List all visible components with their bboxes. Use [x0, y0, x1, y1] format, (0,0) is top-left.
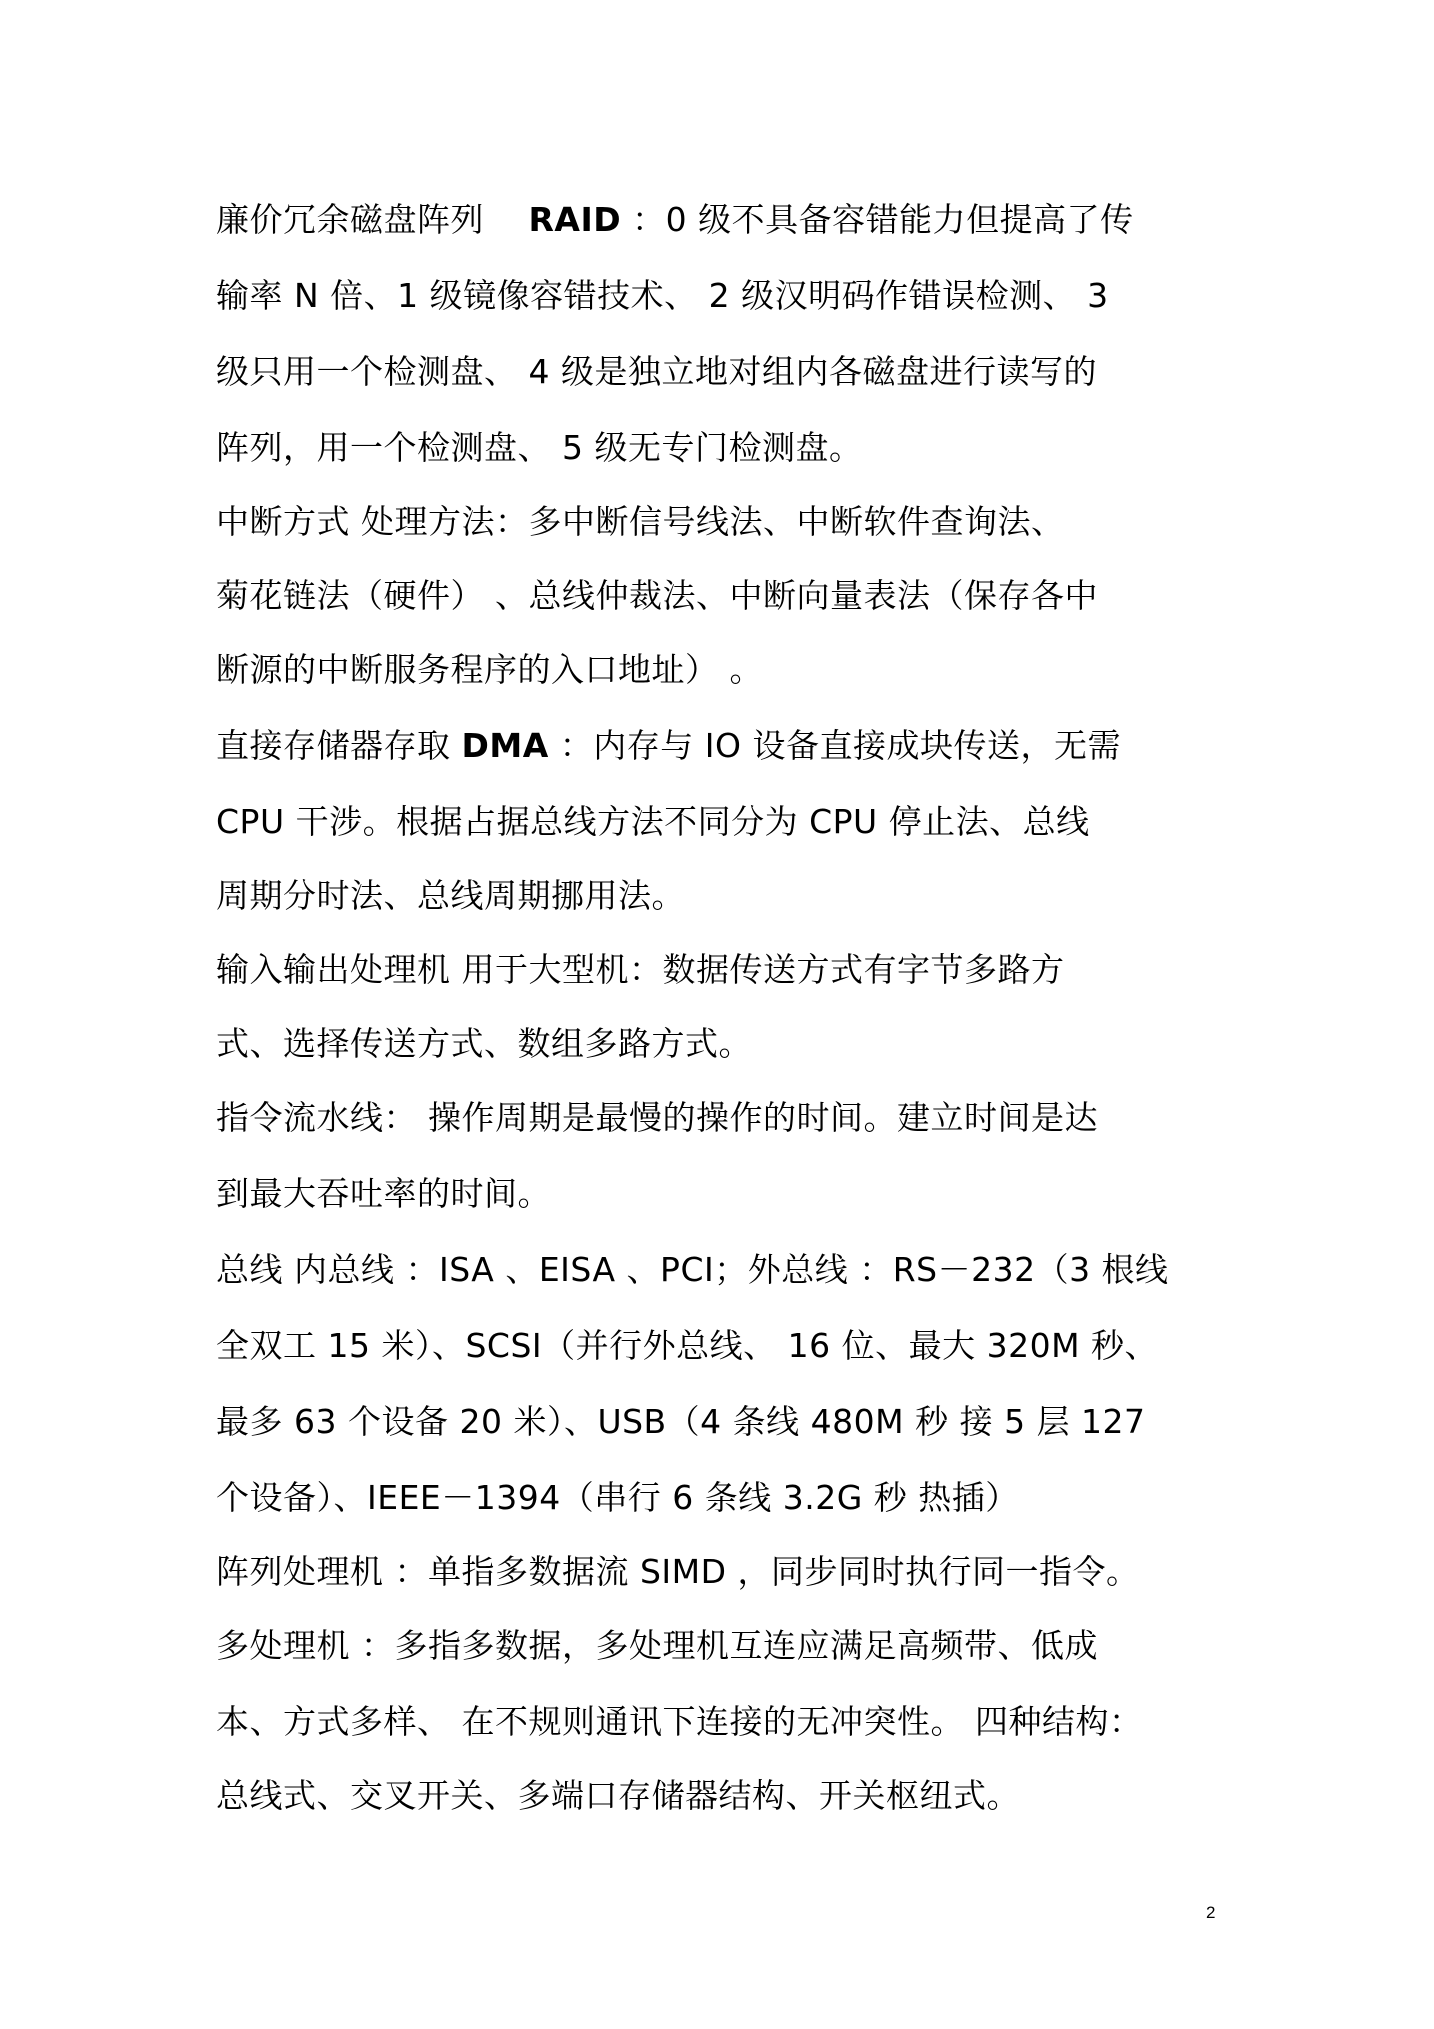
text-segment: CPU 干涉。根据占据总线方法不同分为 CPU 停止法、总线 — [216, 802, 1090, 841]
text-line — [216, 502, 1065, 542]
text-line — [216, 726, 1121, 766]
text-segment: 阵列处理机 ：单指多数据流 SIMD ，同步同时执行同一指令。 — [216, 1552, 1140, 1591]
text-line — [216, 1478, 1019, 1518]
text-segment: 总线式、交叉开关、多端口存储器结构、开关枢纽式。 — [216, 1776, 1020, 1815]
text-segment: ：内存与 IO 设备直接成块传送，无需 — [548, 726, 1121, 765]
text-segment: 级只用一个检测盘、 4 级是独立地对组内各磁盘进行读写的 — [216, 352, 1097, 391]
text-line — [216, 1702, 1142, 1742]
text-line — [216, 802, 1090, 842]
text-line — [216, 352, 1097, 392]
text-line — [216, 1326, 1158, 1366]
text-segment: 多处理机 ：多指多数据，多处理机互连应满足高频带、低成 — [216, 1626, 1098, 1665]
text-segment: 菊花链法（硬件） 、总线仲裁法、中断向量表法（保存各中 — [216, 576, 1098, 615]
text-line — [216, 576, 1098, 616]
text-segment: 断源的中断服务程序的入口地址） 。 — [216, 650, 763, 689]
text-segment: 输率 N 倍、1 级镜像容错技术、 2 级汉明码作错误检测、 3 — [216, 276, 1109, 315]
text-segment: ：0 级不具备容错能力但提高了传 — [621, 200, 1134, 239]
text-line — [216, 1626, 1098, 1666]
text-line — [216, 1174, 551, 1214]
page-number: 2 — [1206, 1903, 1216, 1922]
text-segment: 周期分时法、总线周期挪用法。 — [216, 876, 685, 915]
text-segment: 指令流水线： 操作周期是最慢的操作的时间。建立时间是达 — [216, 1098, 1098, 1137]
text-line — [216, 428, 862, 468]
text-line — [216, 1776, 1020, 1816]
text-segment: 阵列，用一个检测盘、 5 级无专门检测盘。 — [216, 428, 863, 467]
text-line — [216, 276, 1109, 316]
text-segment: 式、选择传送方式、数组多路方式。 — [216, 1024, 752, 1063]
bold-term: DMA — [461, 726, 549, 765]
text-segment: 中断方式 处理方法：多中断信号线法、中断软件查询法、 — [216, 502, 1065, 541]
text-segment: 最多 63 个设备 20 米）、USB（4 条线 480M 秒 接 5 层 127 — [216, 1402, 1146, 1441]
text-segment: 个设备）、IEEE－1394（串行 6 条线 3.2G 秒 热插） — [216, 1478, 1019, 1517]
text-line — [216, 200, 1134, 240]
text-segment: 廉价冗余磁盘阵列 — [216, 200, 529, 239]
text-segment: 全双工 15 米）、SCSI（并行外总线、 16 位、最大 320M 秒、 — [216, 1326, 1159, 1365]
text-line — [216, 650, 763, 690]
text-line — [216, 1402, 1146, 1442]
text-segment: 到最大吞吐率的时间。 — [216, 1174, 551, 1213]
text-line — [216, 1552, 1140, 1592]
bold-term: RAID — [528, 200, 622, 239]
text-line — [216, 950, 1065, 990]
text-segment: 本、方式多样、 在不规则通讯下连接的无冲突性。 四种结构： — [216, 1702, 1143, 1741]
text-line — [216, 1250, 1169, 1290]
text-line — [216, 1098, 1098, 1138]
text-segment: 输入输出处理机 用于大型机：数据传送方式有字节多路方 — [216, 950, 1065, 989]
text-line — [216, 1024, 752, 1064]
text-line — [216, 876, 685, 916]
text-segment: 总线 内总线 ：ISA 、EISA 、PCI；外总线 ：RS－232（3 根线 — [216, 1250, 1169, 1289]
text-segment: 直接存储器存取 — [216, 726, 462, 765]
